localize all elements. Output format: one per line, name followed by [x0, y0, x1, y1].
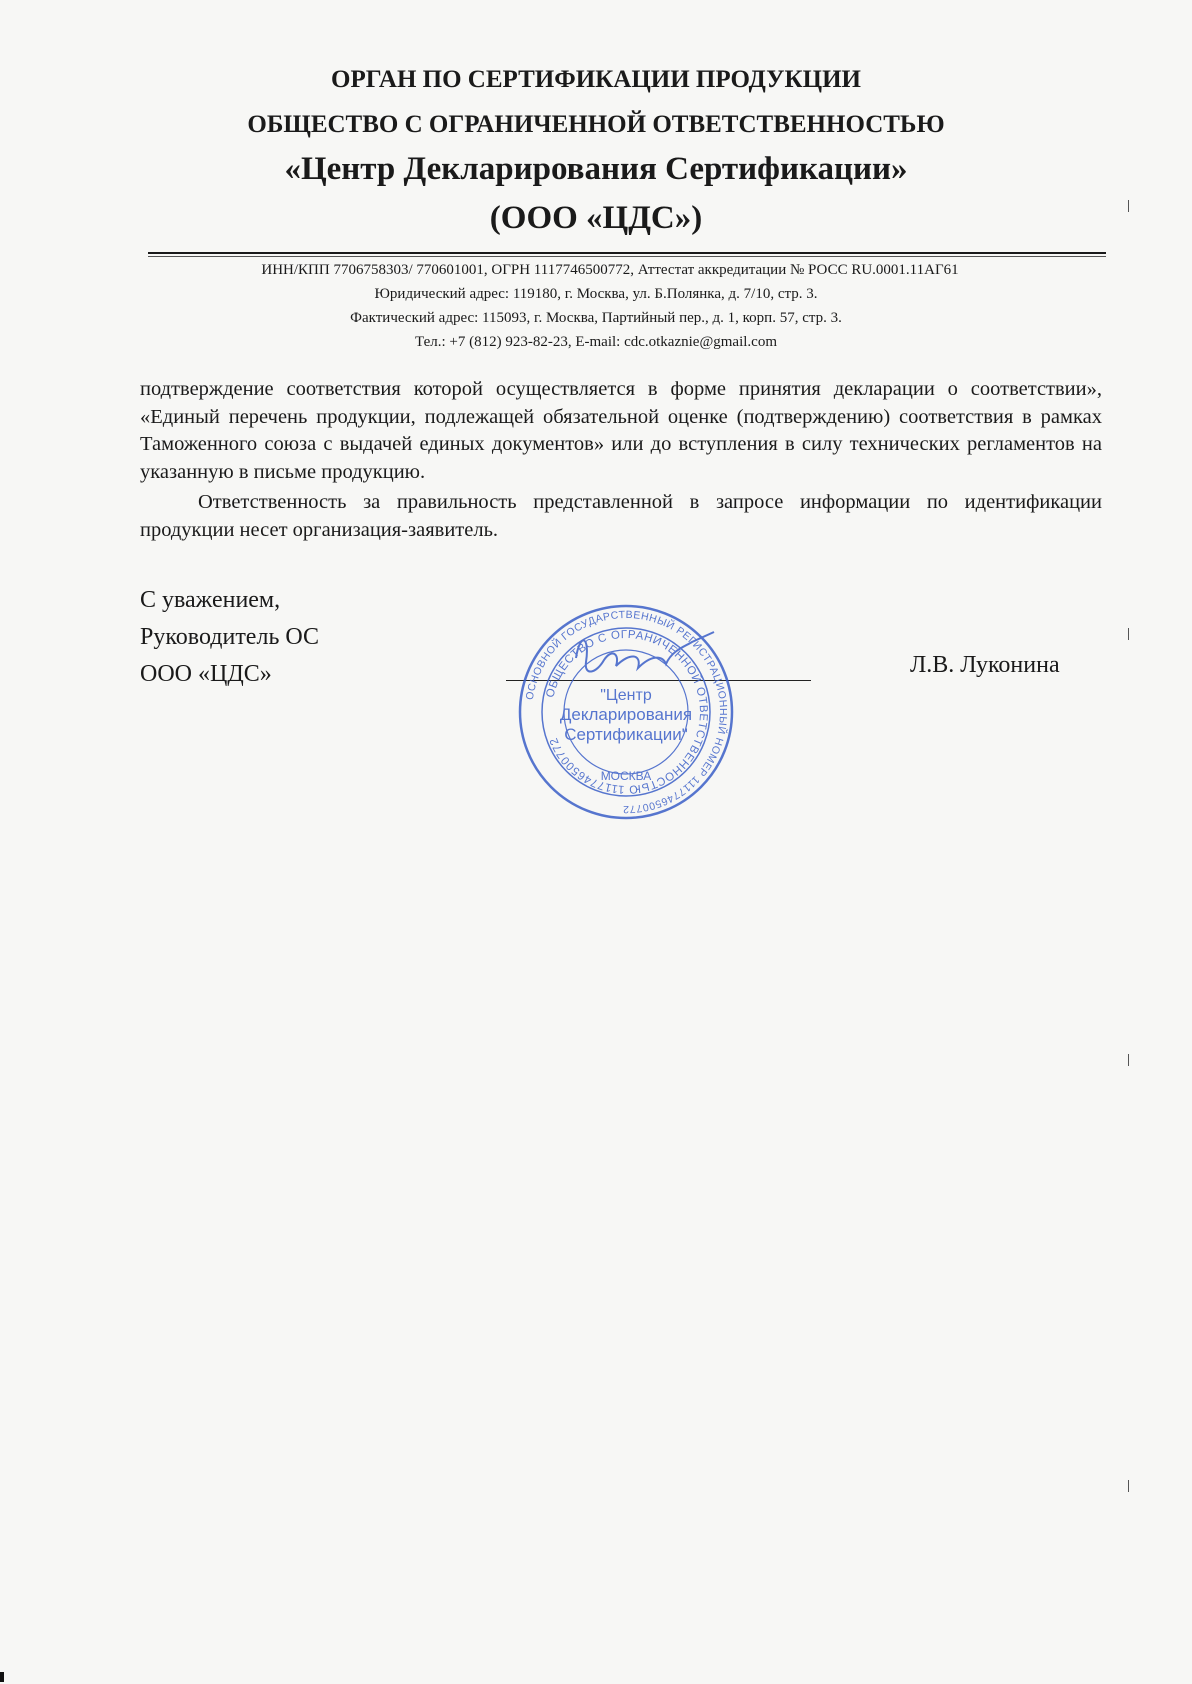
header-company-short: (ООО «ЦДС») — [489, 200, 703, 236]
requisites-actual-address: Фактический адрес: 115093, г. Москва, Партийный пер., д. 1, корп. 57, стр. 3. — [350, 310, 842, 326]
stamp-center-line-2: Декларирования — [559, 705, 693, 724]
stamp-outer-text: ОСНОВНОЙ ГОСУДАРСТВЕННЫЙ РЕГИСТРАЦИОННЫЙ НОМЕР 1117746500772 — [523, 608, 730, 816]
body-paragraph-1: подтверждение соответствия которой осуществляется в форме принятия декларации о соответствии», «Единый перечень продукции, подлежащей обязательной оценке (подтверждению) соответствия в рамках Таможенного союза с выдачей единых документов» или до вступления в силу технических регламентов на указанную в письме продукцию. — [140, 378, 1102, 483]
scan-mark-4 — [1128, 1480, 1129, 1492]
closing-regards: С уважением, — [140, 587, 281, 613]
header-company-name: «Центр Декларирования Сертификации» — [284, 151, 908, 187]
scan-mark-1 — [1128, 200, 1129, 212]
closing-company: ООО «ЦДС» — [140, 661, 272, 687]
body-paragraph-2: Ответственность за правильность представленной в запросе информации по идентификации продукции несет организация-заявитель. — [140, 491, 1102, 541]
stamp-ring-text: ОБЩЕСТВО С ОГРАНИЧЕННОЙ ОТВЕТСТВЕННОСТЬЮ 1117746500772 — [544, 628, 710, 796]
scan-mark-corner — [0, 1672, 4, 1682]
closing-block — [140, 582, 319, 693]
scan-mark-3 — [1128, 1054, 1129, 1066]
requisites-line-1: ИНН/КПП 7706758303/ 770601001, ОГРН 1117746500772, Аттестат аккредитации № РОСС RU.0001.11АГ61 — [261, 262, 959, 278]
stamp-center-line-3: Сертификации" — [564, 725, 688, 744]
header-line-1: ОРГАН ПО СЕРТИФИКАЦИИ ПРОДУКЦИИ — [331, 66, 861, 93]
company-seal-stamp — [516, 602, 736, 822]
requisites-legal-address: Юридический адрес: 119180, г. Москва, ул. Б.Полянка, д. 7/10, стр. 3. — [374, 286, 818, 302]
header-line-2: ОБЩЕСТВО С ОГРАНИЧЕННОЙ ОТВЕТСТВЕННОСТЬЮ — [247, 111, 945, 138]
stamp-center-line-1: "Центр — [600, 687, 652, 704]
header-divider — [148, 252, 1106, 254]
closing-position: Руководитель ОС — [140, 624, 320, 650]
stamp-city: МОСКВА — [600, 769, 652, 783]
header-divider-thin — [148, 256, 1106, 257]
letter-body — [140, 376, 1102, 544]
scan-mark-2 — [1128, 628, 1129, 640]
requisites-contacts: Тел.: +7 (812) 923-82-23, E-mail: cdc.otkaznie@gmail.com — [415, 334, 777, 350]
signer-name: Л.В. Луконина — [910, 652, 1060, 678]
